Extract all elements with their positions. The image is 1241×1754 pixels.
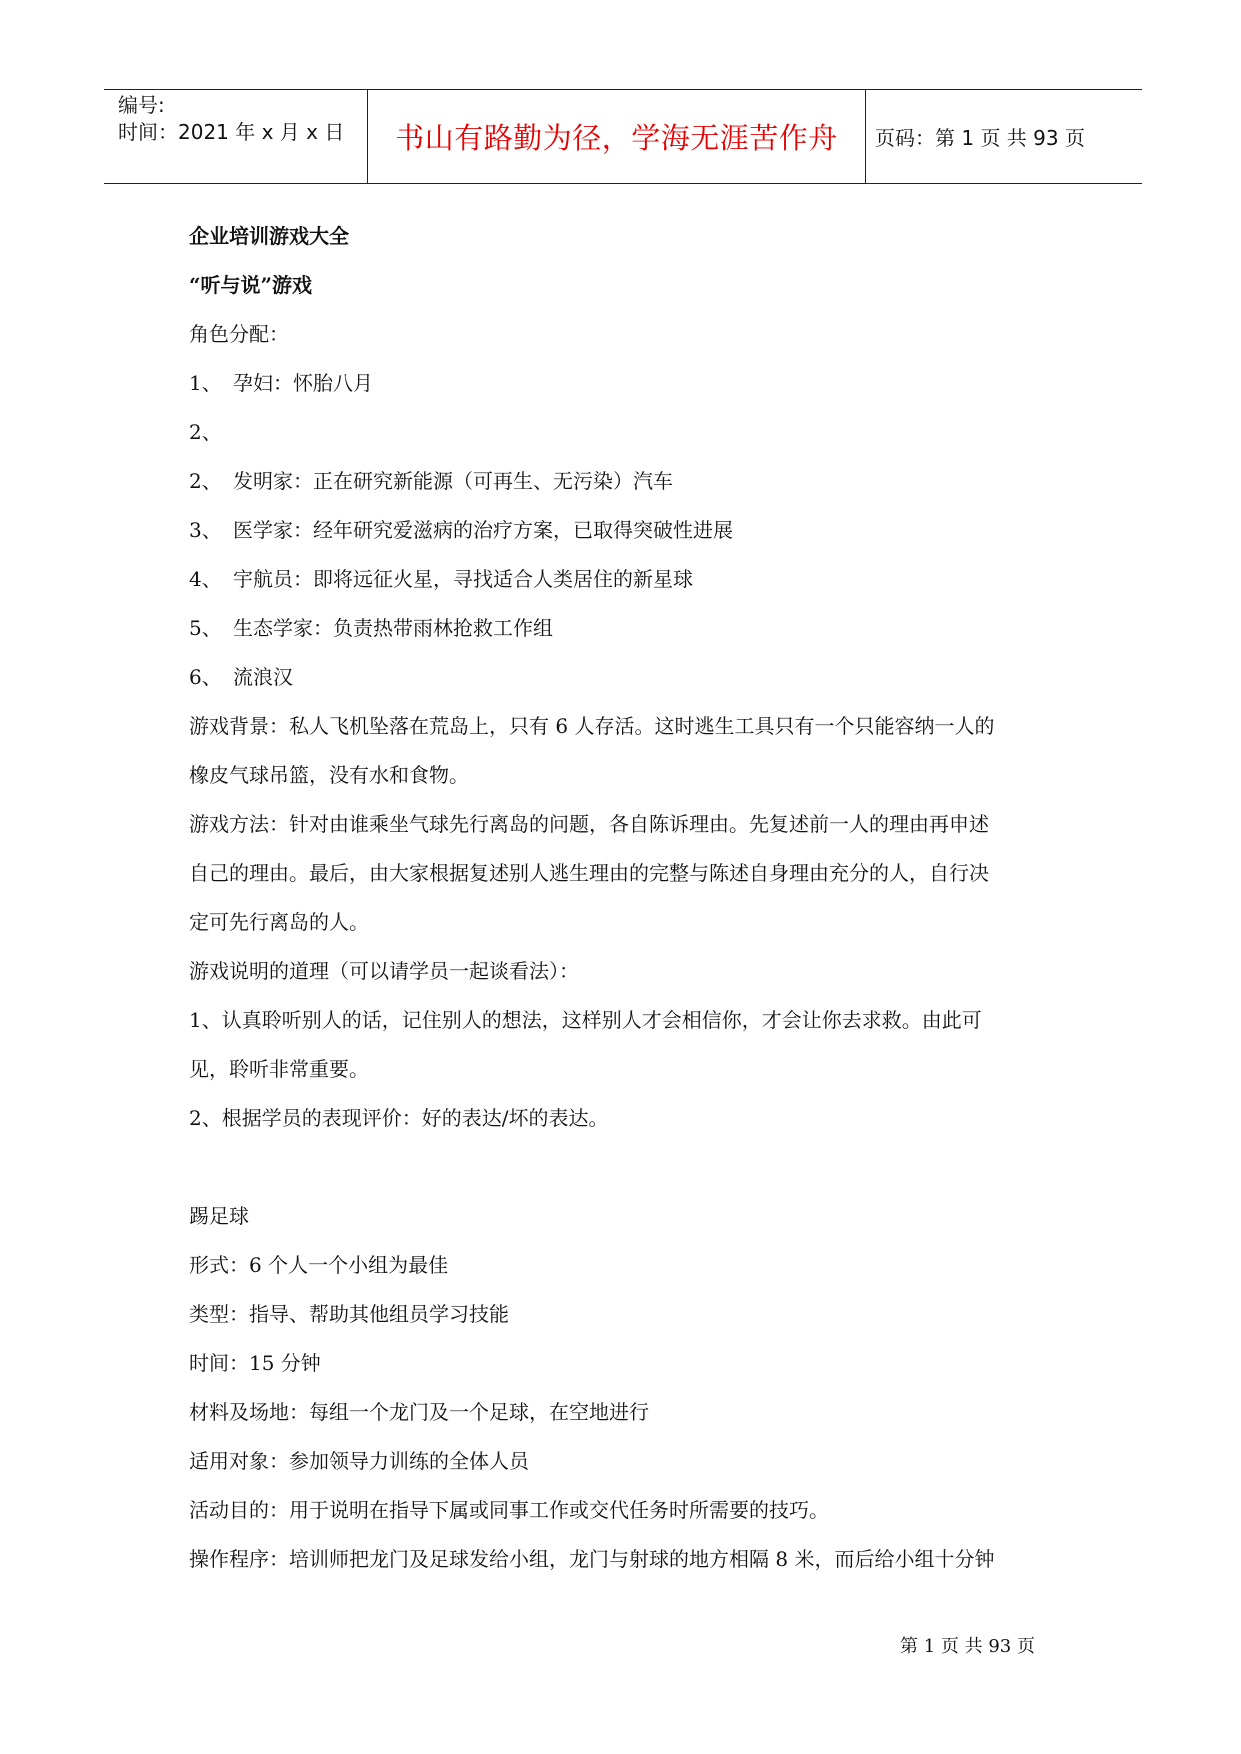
form-line: 形式：6 个人一个小组为最佳 [189,1253,449,1277]
role-item: 2、 [189,420,222,444]
point1-line-2: 见，聆听非常重要。 [189,1057,369,1081]
document-header [104,89,1142,184]
explain-label: 游戏说明的道理（可以请学员一起谈看法）： [189,959,579,983]
header-page-cell [866,90,1142,183]
motto: 书山有路勤为径，学海无涯苦作舟 [395,121,838,155]
header-motto-cell [367,90,866,183]
role-item: 4、 宇航员：即将远征火星，寻找适合人类居住的新星球 [189,567,693,591]
role-item: 5、 生态学家：负责热带雨林抢救工作组 [189,616,553,640]
roles-label: 角色分配： [189,322,289,346]
time-label: 时间：2021 年 x 月 x 日 [118,120,345,144]
purpose-line: 活动目的：用于说明在指导下属或同事工作或交代任务时所需要的技巧。 [189,1498,829,1522]
method-line-1: 游戏方法：针对由谁乘坐气球先行离岛的问题，各自陈诉理由。先复述前一人的理由再申述 [189,812,989,836]
role-item: 6、 流浪汉 [189,665,293,689]
materials-line: 材料及场地：每组一个龙门及一个足球，在空地进行 [189,1400,649,1424]
role-item: 2、 发明家：正在研究新能源（可再生、无污染）汽车 [189,469,673,493]
doc-title: 企业培训游戏大全 [189,224,349,248]
role-item: 3、 医学家：经年研究爱滋病的治疗方案，已取得突破性进展 [189,518,733,542]
role-item: 1、 孕妇：怀胎八月 [189,371,373,395]
method-line-3: 定可先行离岛的人。 [189,910,369,934]
method-line-2: 自己的理由。最后，由大家根据复述别人逃生理由的完整与陈述自身理由充分的人，自行决 [189,861,989,885]
time-line: 时间：15 分钟 [189,1351,321,1375]
game2-title: 踢足球 [189,1204,249,1228]
procedure-line: 操作程序：培训师把龙门及足球发给小组，龙门与射球的地方相隔 8 米，而后给小组十分钟 [189,1547,995,1571]
background-line-1: 游戏背景：私人飞机坠落在荒岛上，只有 6 人存活。这时逃生工具只有一个只能容纳一人的 [189,714,995,738]
point1-line-1: 1、认真聆听别人的话，记住别人的想法，这样别人才会相信你，才会让你去求救。由此可 [189,1008,982,1032]
background-line-2: 橡皮气球吊篮，没有水和食物。 [189,763,469,787]
game1-title: “听与说”游戏 [189,273,313,297]
number-label: 编号: [118,93,165,117]
page-footer: 第 1 页 共 93 页 [900,1636,1035,1657]
header-meta-cell [104,90,367,183]
page-code: 页码：第 1 页 共 93 页 [875,126,1085,150]
point2: 2、根据学员的表现评价：好的表达/坏的表达。 [189,1106,609,1130]
type-line: 类型：指导、帮助其他组员学习技能 [189,1302,509,1326]
audience-line: 适用对象：参加领导力训练的全体人员 [189,1449,529,1473]
